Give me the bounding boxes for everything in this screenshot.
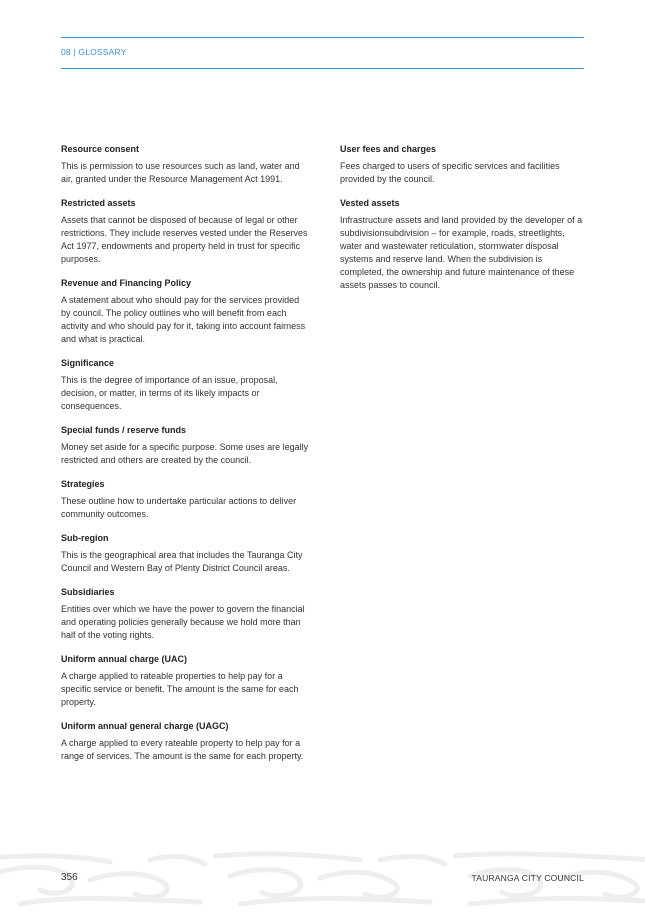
glossary-term: Sub-region (61, 533, 109, 543)
glossary-definition: Assets that cannot be disposed of because of legal or other restrictions. They include reserves vested under the Reserves Act 1977, endowments and property held in trust for specific purposes. (61, 215, 308, 264)
glossary-definition: A charge applied to rateable properties to help pay for a specific service or benefit. The amount is the same for each property. (61, 671, 299, 707)
section-label: 08 | GLOSSARY (61, 47, 127, 57)
glossary-entry (61, 720, 309, 763)
glossary-definition: A statement about who should pay for the services provided by council. The policy outlines who will benefit from each activity and who should pay for it, taking into account fairness and what is practical. (61, 295, 306, 344)
header-bottom-rule (61, 68, 584, 69)
glossary-entry (61, 653, 309, 709)
glossary-definition: Infrastructure assets and land provided by the developer of a subdivisionsubdivision – for example, roads, streetlights, water and wastewater reticulation, stormwater disposal systems and reserve land. When the subdivision is completed, the ownership and future maintenance of these assets passes to council. (340, 215, 583, 290)
glossary-definition: A charge applied to every rateable property to help pay for a range of services. The amount is the same for each property. (61, 738, 304, 761)
glossary-entry (61, 424, 309, 467)
glossary-entry (61, 277, 309, 346)
glossary-definition: Fees charged to users of specific services and facilities provided by the council. (340, 161, 560, 184)
glossary-term: Resource consent (61, 144, 140, 154)
glossary-entry (61, 197, 309, 266)
glossary-term: Special funds / reserve funds (61, 425, 187, 435)
glossary-entry (61, 478, 309, 521)
glossary-term: Uniform annual charge (UAC) (61, 654, 188, 664)
glossary-term: Significance (61, 358, 115, 368)
glossary-definition: This is the geographical area that includes the Tauranga City Council and Western Bay of Plenty District Council areas. (61, 550, 303, 573)
glossary-term: Subsidiaries (61, 587, 115, 597)
glossary-entry (61, 357, 309, 413)
glossary-entry (61, 586, 309, 642)
glossary-definition: These outline how to undertake particular actions to deliver community outcomes. (61, 496, 297, 519)
glossary-term: Strategies (61, 479, 105, 489)
glossary-definition: Entities over which we have the power to govern the financial and operating policies generally because we hold more than half of the voting rights. (61, 604, 305, 640)
glossary-right-column (340, 143, 586, 303)
glossary-definition: This is the degree of importance of an issue, proposal, decision, or matter, in terms of its likely impacts or consequences. (61, 375, 278, 411)
glossary-entry (61, 143, 309, 186)
header-top-rule (61, 37, 584, 38)
glossary-entry (340, 197, 586, 292)
page-number: 356 (61, 872, 78, 883)
glossary-term: Revenue and Financing Policy (61, 278, 192, 288)
glossary-entry (340, 143, 586, 186)
glossary-entry (61, 532, 309, 575)
glossary-left-column (61, 143, 309, 774)
glossary-term: Uniform annual general charge (UAGC) (61, 721, 229, 731)
glossary-term: Restricted assets (61, 198, 136, 208)
glossary-definition: Money set aside for a specific purpose. Some uses are legally restricted and others are created by the council. (61, 442, 309, 465)
glossary-term: Vested assets (340, 198, 400, 208)
council-name: TAURANGA CITY COUNCIL (471, 873, 584, 883)
glossary-term: User fees and charges (340, 144, 437, 154)
glossary-definition: This is permission to use resources such as land, water and air, granted under the Resource Management Act 1991. (61, 161, 300, 184)
